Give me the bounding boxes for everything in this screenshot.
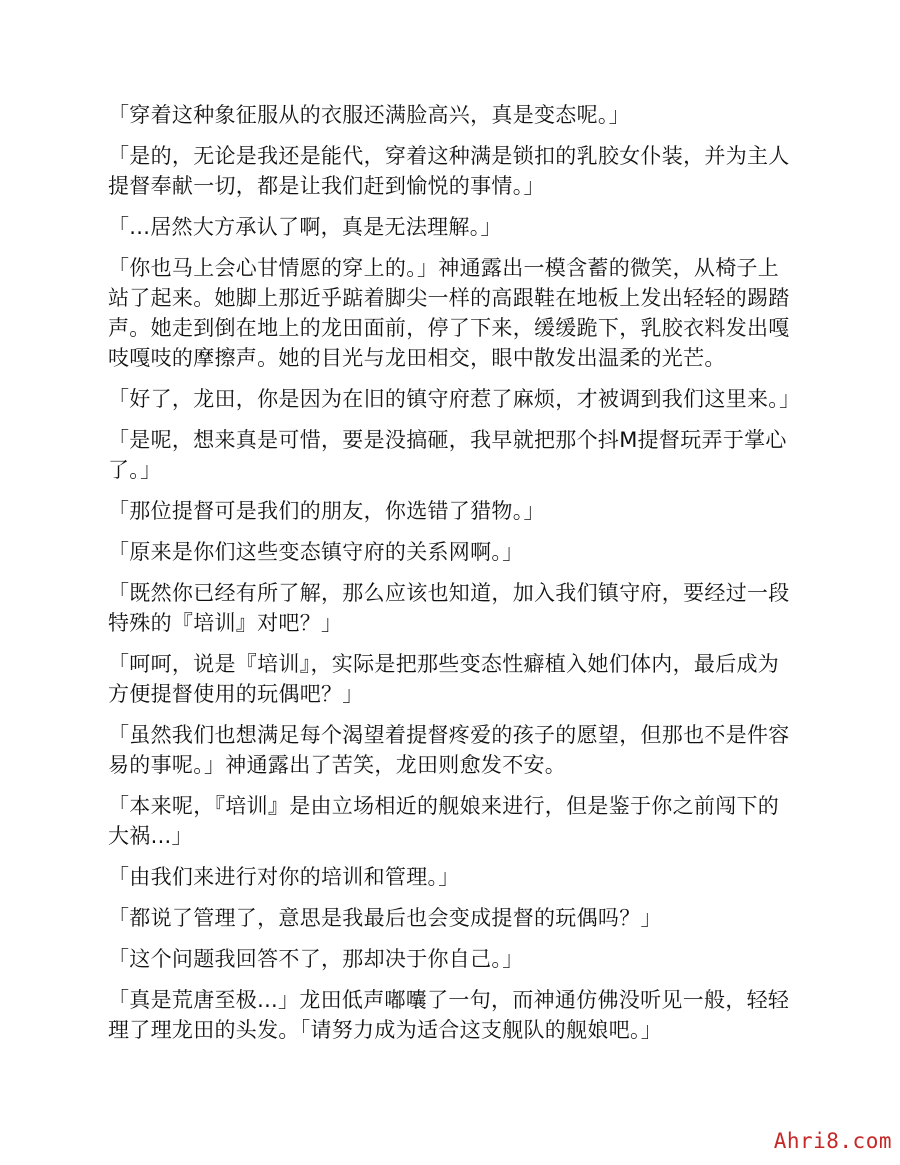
paragraph: 「穿着这种象征服从的衣服还满脸高兴，真是变态呢。」 [108,103,630,127]
paragraph: 「好了，龙田，你是因为在旧的镇守府惹了麻烦，才被调到我们这里来。」 [108,387,801,411]
paragraph: 「都说了管理了，意思是我最后也会变成提督的玩偶吗？」 [108,906,662,930]
paragraph: 「...居然大方承认了啊，真是无法理解。」 [108,215,502,239]
paragraph: 「呵呵，说是『培训』，实际是把那些变态性癖植入她们体内，最后成为方便提督使用的玩偶吧？」 [108,652,780,706]
paragraph: 「是呢，想来真是可惜，要是没搞砸，我早就把那个抖M提督玩弄于掌心了。」 [108,428,787,482]
paragraph: 「原来是你们这些变态镇守府的关系网啊。」 [108,540,524,564]
paragraph: 「由我们来进行对你的培训和管理。」 [108,865,460,889]
paragraph: 「那位提督可是我们的朋友，你选错了猎物。」 [108,499,545,523]
watermark-text: Ahri8.com [773,1129,892,1153]
paragraph: 「真是荒唐至极...」龙田低声嘟囔了一句，而神通仿佛没听见一般，轻轻理了理龙田的头发。「请努力成为适合这支舰队的舰娘吧。」 [108,988,790,1042]
paragraph: 「是的，无论是我还是能代，穿着这种满是锁扣的乳胶女仆装，并为主人提督奉献一切，都是让我们赶到愉悦的事情。」 [108,144,790,198]
paragraph: 「虽然我们也想满足每个渴望着提督疼爱的孩子的愿望，但那也不是件容易的事呢。」神通露出了苦笑，龙田则愈发不安。 [108,723,790,777]
paragraph: 「既然你已经有所了解，那么应该也知道，加入我们镇守府，要经过一段特殊的『培训』对吧？」 [108,581,790,635]
paragraph: 「你也马上会心甘情愿的穿上的。」神通露出一模含蓄的微笑，从椅子上站了起来。她脚上那近乎踮着脚尖一样的高跟鞋在地板上发出轻轻的踢踏声。她走到倒在地上的龙田面前，停了下来，缓缓跪下，乳胶衣料发出嘎吱嘎吱的摩擦声。她的目光与龙田相交，眼中散发出温柔的光芒。 [108,256,790,370]
paragraph: 「本来呢，『培训』是由立场相近的舰娘来进行，但是鉴于你之前闯下的大祸...」 [108,794,780,848]
document-body [108,100,801,1056]
paragraph: 「这个问题我回答不了，那却决于你自己。」 [108,947,524,971]
